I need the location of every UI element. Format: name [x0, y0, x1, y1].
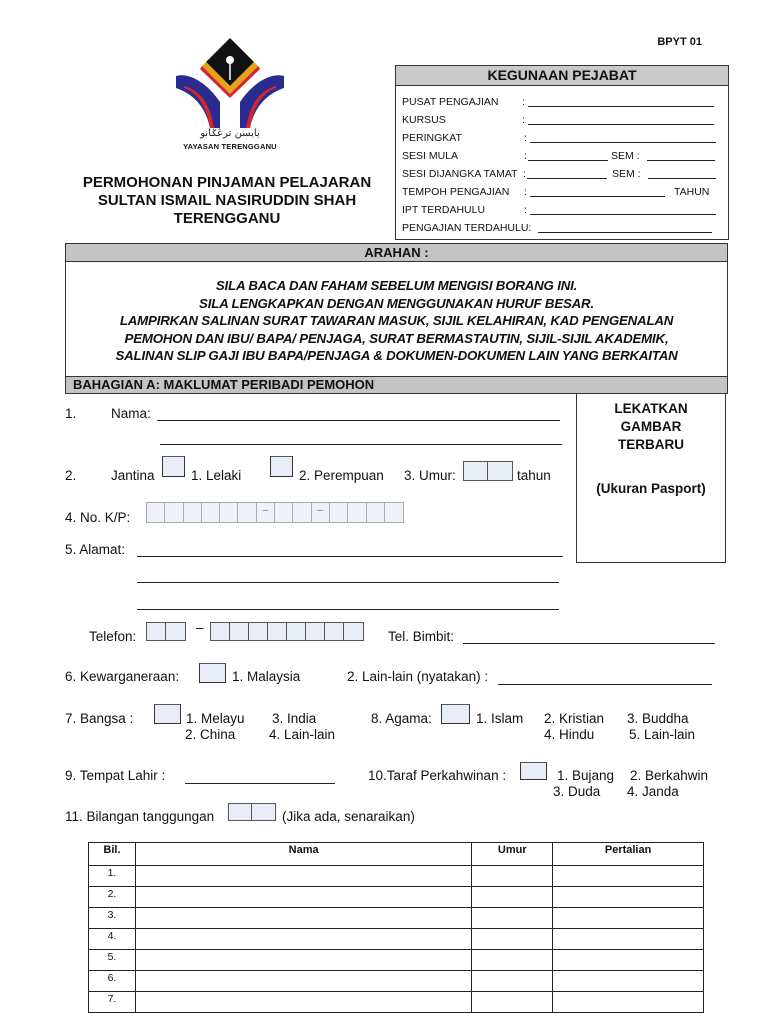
- religion-option: 2. Kristian: [544, 711, 605, 726]
- race-option: 3. India: [272, 711, 317, 726]
- photo-box[interactable]: [576, 393, 726, 563]
- gender-label: Jantina: [111, 468, 155, 483]
- ic-digit-cell[interactable]: [238, 503, 256, 522]
- instruction-line: LAMPIRKAN SALINAN SURAT TAWARAN MASUK, SIJIL KELAHIRAN, KAD PENGENALAN: [119, 313, 674, 328]
- religion-checkbox[interactable]: [441, 704, 470, 724]
- dependant-number-cell: 7.: [89, 992, 136, 1013]
- dependant-number-cell: 6.: [89, 971, 136, 992]
- ic-digit-cell[interactable]: [184, 503, 202, 522]
- office-label: PUSAT PENGAJIAN: [402, 96, 499, 108]
- office-row-ipt: IPT TERDAHULU :: [402, 203, 722, 217]
- ic-digit-cell[interactable]: [348, 503, 366, 522]
- gender-male-label: 1. Lelaki: [191, 468, 242, 483]
- photo-size-note: (Ukuran Pasport): [596, 481, 706, 496]
- office-row-tempoh: TEMPOH PENGAJIAN : TAHUN: [402, 186, 710, 198]
- age-label: 3. Umur:: [404, 468, 456, 483]
- title-line: TERENGGANU: [173, 210, 281, 227]
- citizenship-opt-malaysia: 1. Malaysia: [232, 669, 301, 684]
- religion-option: 1. Islam: [476, 711, 524, 726]
- ic-digit-cell[interactable]: [275, 503, 293, 522]
- dependant-name-cell[interactable]: [135, 929, 471, 950]
- logo-pen-nib: [226, 56, 234, 64]
- phone-digit-cell[interactable]: [306, 623, 325, 640]
- phone-digit-cell[interactable]: [166, 623, 185, 640]
- age-suffix: tahun: [517, 468, 551, 483]
- ic-digit-cell[interactable]: [165, 503, 183, 522]
- marital-option: 2. Berkahwin: [630, 768, 709, 783]
- ic-digit-cell[interactable]: [367, 503, 385, 522]
- section-a-header: BAHAGIAN A: MAKLUMAT PERIBADI PEMOHON: [66, 376, 727, 393]
- ic-number-input[interactable]: [146, 502, 404, 523]
- sem-label: SEM :: [612, 168, 641, 180]
- phone-area-code-input[interactable]: [146, 622, 186, 641]
- dependant-age-cell[interactable]: [472, 929, 553, 950]
- religion-option: 5. Lain-lain: [629, 727, 696, 742]
- ic-digit-cell[interactable]: –: [257, 503, 275, 522]
- address-label: 5. Alamat:: [65, 542, 126, 557]
- phone-digit-cell[interactable]: [211, 623, 230, 640]
- phone-digit-cell[interactable]: [147, 623, 166, 640]
- office-label: SESI DIJANGKA TAMAT: [402, 168, 518, 180]
- ipt-terdahulu-field[interactable]: [530, 203, 716, 215]
- mobile-field[interactable]: [463, 630, 715, 644]
- tahun-label: TAHUN: [674, 186, 710, 198]
- logo-left-wing: [176, 75, 220, 128]
- dependant-name-cell[interactable]: [135, 971, 471, 992]
- religion-option: 4. Hindu: [544, 727, 595, 742]
- dependant-age-cell[interactable]: [472, 887, 553, 908]
- dependant-number-cell: 2.: [89, 887, 136, 908]
- birthplace-label: 9. Tempat Lahir :: [65, 768, 166, 783]
- dependant-number-cell: 5.: [89, 950, 136, 971]
- ic-label: 4. No. K/P:: [65, 510, 131, 525]
- column-header-pertalian: Pertalian: [553, 843, 704, 866]
- age-input[interactable]: [463, 461, 513, 481]
- kursus-field[interactable]: [528, 113, 714, 125]
- name-field-line-2[interactable]: [160, 431, 562, 445]
- column-header-umur: Umur: [472, 843, 553, 866]
- dependant-name-cell[interactable]: [135, 866, 471, 887]
- title-line: PERMOHONAN PINJAMAN PELAJARAN: [82, 174, 372, 191]
- gender-female-label: 2. Perempuan: [299, 468, 384, 483]
- phone-digit-cell[interactable]: [325, 623, 344, 640]
- phone-digit-cell[interactable]: [249, 623, 268, 640]
- age-digit-cell[interactable]: [488, 462, 512, 480]
- office-row-pusat-pengajian: PUSAT PENGAJIAN :: [402, 95, 722, 109]
- pengajian-terdahulu-field[interactable]: [538, 221, 712, 233]
- phone-digit-cell[interactable]: [344, 623, 363, 640]
- race-checkbox[interactable]: [154, 704, 181, 724]
- table-row: [89, 992, 704, 1013]
- form-title: [62, 174, 392, 228]
- instructions-title: ARAHAN :: [66, 244, 727, 262]
- phone-dash: –: [196, 620, 204, 635]
- photo-line: GAMBAR: [620, 419, 682, 434]
- birthplace-field[interactable]: [185, 770, 335, 784]
- q2-number: 2.: [65, 468, 77, 483]
- dependant-age-cell[interactable]: [472, 950, 553, 971]
- marital-option: 3. Duda: [553, 784, 601, 799]
- religion-label: 8. Agama:: [371, 711, 432, 726]
- dependant-age-cell[interactable]: [472, 908, 553, 929]
- office-label: TEMPOH PENGAJIAN: [402, 186, 510, 198]
- logo-jawi-text: يايسن ترڠݢانو: [200, 128, 260, 139]
- office-label: PERINGKAT: [402, 132, 462, 144]
- race-label: 7. Bangsa :: [65, 711, 134, 726]
- dependant-name-cell[interactable]: [135, 908, 471, 929]
- race-option: 4. Lain-lain: [269, 727, 336, 742]
- marital-option: 1. Bujang: [557, 768, 615, 783]
- dependant-relation-cell[interactable]: [553, 992, 704, 1013]
- office-use-title: KEGUNAAN PEJABAT: [396, 66, 728, 86]
- phone-label: Telefon:: [89, 629, 137, 644]
- dependant-relation-cell[interactable]: [553, 866, 704, 887]
- name-field[interactable]: [157, 407, 560, 421]
- phone-digit-cell[interactable]: [287, 623, 306, 640]
- ic-digit-cell[interactable]: [202, 503, 220, 522]
- gender-female-checkbox[interactable]: [270, 456, 293, 477]
- office-label: IPT TERDAHULU: [402, 204, 486, 216]
- name-label: Nama:: [111, 406, 151, 421]
- dependants-digit-cell[interactable]: [252, 804, 275, 820]
- dependant-age-cell[interactable]: [472, 866, 553, 887]
- address-field-line-2[interactable]: [137, 569, 559, 583]
- logo-emblem-icon: [170, 36, 290, 128]
- office-row-sesi-mula: SESI MULA : SEM :: [402, 149, 722, 163]
- dependants-count-input[interactable]: [228, 803, 276, 821]
- address-field-line-1[interactable]: [137, 543, 563, 557]
- citizenship-opt-other: 2. Lain-lain (nyatakan) :: [347, 669, 489, 684]
- instruction-line: SILA LENGKAPKAN DENGAN MENGGUNAKAN HURUF BESAR.: [199, 295, 594, 311]
- dependant-number-cell: 4.: [89, 929, 136, 950]
- sesi-tamat-field[interactable]: [527, 167, 607, 179]
- age-digit-cell[interactable]: [464, 462, 488, 480]
- q1-number: 1.: [65, 406, 77, 421]
- dependants-digit-cell[interactable]: [229, 804, 252, 820]
- form-code: BPYT 01: [657, 36, 702, 48]
- phone-number-input[interactable]: [210, 622, 364, 641]
- race-option: 1. Melayu: [186, 711, 245, 726]
- dependants-note: (Jika ada, senaraikan): [282, 809, 415, 824]
- column-header-nama: Nama: [135, 843, 471, 866]
- marital-checkbox[interactable]: [520, 762, 547, 780]
- instruction-line: SILA BACA DAN FAHAM SEBELUM MENGISI BORANG INI.: [215, 278, 578, 293]
- ic-digit-cell[interactable]: [293, 503, 311, 522]
- logo-right-wing: [240, 75, 284, 128]
- table-row: [89, 929, 704, 950]
- dependant-number-cell: 3.: [89, 908, 136, 929]
- office-row-sesi-tamat: SESI DIJANGKA TAMAT : SEM :: [402, 167, 722, 181]
- marital-label: 10.Taraf Perkahwinan :: [368, 768, 507, 783]
- sesi-mula-field[interactable]: [528, 149, 608, 161]
- instructions-box: [65, 243, 728, 394]
- peringkat-field[interactable]: [530, 131, 716, 143]
- phone-digit-cell[interactable]: [230, 623, 249, 640]
- race-option: 2. China: [185, 727, 236, 742]
- photo-line: TERBARU: [618, 437, 684, 452]
- tempoh-pengajian-field[interactable]: [530, 185, 665, 197]
- table-header-row: [89, 843, 704, 866]
- sem-label: SEM :: [611, 150, 640, 162]
- ic-digit-cell[interactable]: [385, 503, 403, 522]
- dependant-name-cell[interactable]: [135, 950, 471, 971]
- dependant-relation-cell[interactable]: [553, 929, 704, 950]
- address-field-line-3[interactable]: [137, 596, 559, 610]
- dependant-relation-cell[interactable]: [553, 887, 704, 908]
- citizenship-checkbox[interactable]: [199, 663, 226, 683]
- dependant-relation-cell[interactable]: [553, 971, 704, 992]
- instructions-text: [66, 277, 727, 365]
- title-line: SULTAN ISMAIL NASIRUDDIN SHAH: [97, 192, 357, 209]
- photo-line: LEKATKAN: [614, 401, 688, 416]
- ic-digit-cell[interactable]: [330, 503, 348, 522]
- dependant-name-cell[interactable]: [135, 992, 471, 1013]
- gender-male-checkbox[interactable]: [162, 456, 185, 477]
- office-use-box: [395, 65, 729, 240]
- sesi-mula-sem-field[interactable]: [647, 149, 715, 161]
- dependant-age-cell[interactable]: [472, 971, 553, 992]
- table-row: [89, 866, 704, 887]
- ic-digit-cell[interactable]: –: [312, 503, 330, 522]
- table-row: [89, 950, 704, 971]
- dependants-table: [88, 842, 704, 1013]
- logo-org-name: YAYASAN TERENGGANU: [183, 142, 277, 151]
- dependant-relation-cell[interactable]: [553, 908, 704, 929]
- dependants-label: 11. Bilangan tanggungan: [65, 809, 215, 824]
- marital-option: 4. Janda: [627, 784, 679, 799]
- ic-digit-cell[interactable]: [220, 503, 238, 522]
- mobile-label: Tel. Bimbit:: [388, 629, 455, 644]
- office-label: PENGAJIAN TERDAHULU:: [402, 222, 532, 234]
- yayasan-terengganu-logo: [170, 36, 290, 160]
- table-row: [89, 971, 704, 992]
- sesi-tamat-sem-field[interactable]: [648, 167, 716, 179]
- instruction-line: PEMOHON DAN IBU/ BAPA/ PENJAGA, SURAT BERMASTAUTIN, SIJIL-SIJIL AKADEMIK,: [124, 330, 669, 346]
- photo-instruction: [577, 400, 725, 454]
- office-row-peringkat: PERINGKAT :: [402, 131, 722, 145]
- dependant-number-cell: 1.: [89, 866, 136, 887]
- office-label: SESI MULA: [402, 150, 459, 162]
- phone-digit-cell[interactable]: [268, 623, 287, 640]
- ic-digit-cell[interactable]: [147, 503, 165, 522]
- table-row: [89, 908, 704, 929]
- instruction-line: SALINAN SLIP GAJI IBU BAPA/PENJAGA & DOKUMEN-DOKUMEN LAIN YANG BERKAITAN: [115, 348, 678, 363]
- religion-option: 3. Buddha: [627, 711, 689, 726]
- citizenship-other-field[interactable]: [498, 671, 712, 685]
- office-label: KURSUS: [402, 114, 446, 126]
- column-header-bil: Bil.: [89, 843, 136, 866]
- office-row-kursus: KURSUS :: [402, 113, 722, 127]
- office-row-pengajian-terdahulu: [402, 221, 722, 235]
- dependant-age-cell[interactable]: [472, 992, 553, 1013]
- pusat-pengajian-field[interactable]: [528, 95, 714, 107]
- table-row: [89, 887, 704, 908]
- citizenship-label: 6. Kewarganeraan:: [65, 669, 180, 684]
- dependant-name-cell[interactable]: [135, 887, 471, 908]
- dependant-relation-cell[interactable]: [553, 950, 704, 971]
